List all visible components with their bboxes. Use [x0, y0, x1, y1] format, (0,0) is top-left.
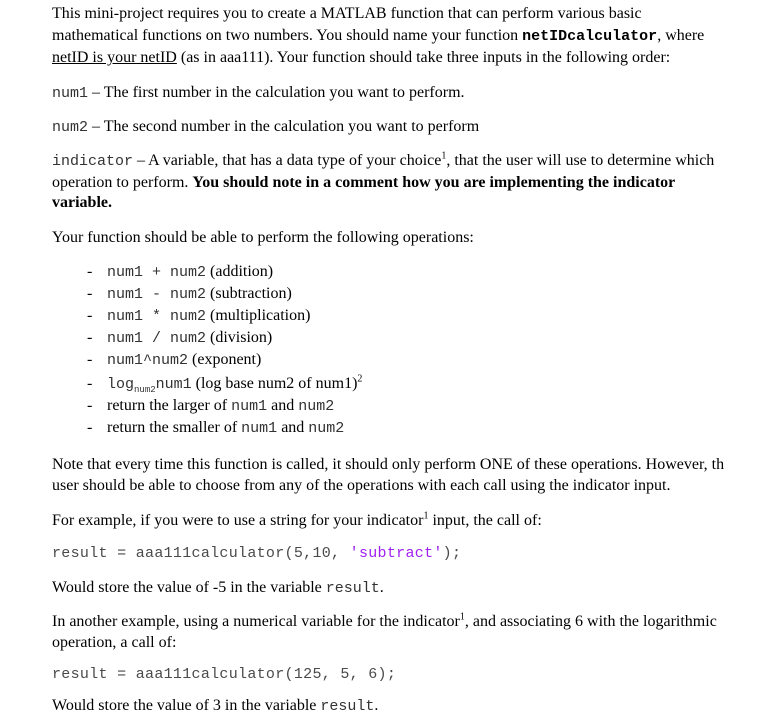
indicator-name: indicator: [52, 153, 134, 170]
example1-code: [52, 544, 461, 564]
function-name: netIDcalculator: [522, 28, 658, 45]
op-text: (subtraction): [206, 285, 292, 302]
intro-text-2b: , where: [657, 27, 705, 44]
example1-result: [52, 578, 384, 599]
op-text: return the smaller of: [107, 419, 242, 436]
intro-text-3b: (as in aaa111). Your function should take three inputs in the following order:: [176, 49, 671, 66]
ops-intro-text: Your function should be able to perform the following operations:: [52, 229, 474, 246]
note-line-2: [52, 476, 671, 496]
result-variable: result: [325, 580, 380, 597]
list-dash: -: [87, 351, 93, 368]
example2-intro-line2: operation, a call of:: [52, 634, 177, 651]
code-text: );: [442, 545, 462, 562]
intro-text-2a: mathematical functions on two numbers. You should name your function: [52, 27, 523, 44]
input-num2: [52, 117, 479, 138]
indicator-text-2a: operation to perform.: [52, 174, 193, 191]
indicator-line-3: [52, 193, 112, 213]
result-text: Would store the value of -5 in the variable: [52, 579, 326, 596]
example2-result: [52, 696, 378, 717]
example1-intro-b: input, the call of:: [428, 512, 542, 529]
footnote-marker: 2: [357, 373, 363, 385]
log-base-subscript: num2: [134, 385, 156, 396]
indicator-text-1b: , that the user will use to determine which: [446, 152, 715, 169]
indicator-text-1a: – A variable, that has a data type of your choice: [133, 152, 442, 169]
op-code-arg: num1: [155, 376, 192, 393]
list-dash: -: [87, 329, 93, 346]
footnote-marker: 1: [459, 611, 465, 623]
example2-intro-1: [52, 612, 717, 632]
example2-intro-b: , and associating 6 with the logarithmic: [464, 613, 717, 630]
op-code: log: [107, 376, 135, 393]
result-variable: result: [320, 698, 375, 715]
note-text-1: Note that every time this function is called, it should only perform ONE of these operations. However, th: [52, 456, 725, 473]
op-code: num1 + num2: [107, 264, 207, 281]
op-code: num2: [308, 420, 345, 437]
op-code: num1 * num2: [107, 308, 207, 325]
input-desc: – The second number in the calculation you want to perform: [88, 118, 480, 135]
list-dash: -: [87, 375, 93, 392]
list-dash: -: [87, 307, 93, 324]
example1-intro: [52, 511, 542, 531]
op-text: (multiplication): [206, 307, 311, 324]
intro-line-2: [52, 26, 704, 47]
op-code: num1 - num2: [107, 286, 207, 303]
op-code: num1: [241, 420, 278, 437]
input-desc: – The first number in the calculation you want to perform.: [88, 84, 465, 101]
input-name: num1: [52, 85, 89, 102]
footnote-marker: 1: [441, 150, 447, 162]
example2-intro-a: In another example, using a numerical variable for the indicator: [52, 613, 460, 630]
intro-line-1: [52, 4, 642, 24]
op-code: num1: [231, 398, 268, 415]
netid-underlined: netID is your netID: [52, 49, 177, 66]
indicator-bold-note-end: variable.: [52, 194, 112, 211]
op-text: return the larger of: [107, 397, 232, 414]
op-text: and: [277, 419, 309, 436]
result-text: .: [379, 579, 384, 596]
op-text: (division): [206, 329, 273, 346]
op-text: and: [267, 397, 299, 414]
intro-line-3: [52, 48, 670, 68]
input-name: num2: [52, 119, 89, 136]
result-text: .: [374, 697, 379, 714]
indicator-bold-note: You should note in a comment how you are implementing the indicator: [192, 174, 676, 191]
input-num1: [52, 83, 465, 104]
example1-intro-a: For example, if you were to use a string for your indicator: [52, 512, 424, 529]
op-code: num1^num2: [107, 352, 189, 369]
code-text: result = aaa111calculator(125, 5, 6);: [52, 666, 397, 683]
code-text: result = aaa111calculator(5,10,: [52, 545, 350, 562]
intro-text-1: This mini-project requires you to create a MATLAB function that can perform various basic: [52, 5, 642, 22]
list-dash: -: [87, 397, 93, 414]
list-dash: -: [87, 419, 93, 436]
example2-intro-2: [52, 633, 176, 653]
op-code: num1 / num2: [107, 330, 207, 347]
example2-code: [52, 665, 396, 685]
list-dash: -: [87, 285, 93, 302]
indicator-line-2: [52, 173, 675, 193]
code-string: 'subtract': [349, 545, 443, 562]
op-text: (log base num2 of num1): [191, 375, 358, 392]
op-code: num2: [298, 398, 335, 415]
result-text: Would store the value of 3 in the variable: [52, 697, 321, 714]
list-dash: -: [87, 263, 93, 280]
indicator-line-1: [52, 151, 714, 172]
note-line-1: [52, 455, 724, 475]
ops-intro: [52, 228, 474, 248]
op-text: (exponent): [188, 351, 262, 368]
footnote-marker: 1: [423, 510, 429, 522]
note-text-2: user should be able to choose from any of the operations with each call using the indicator input.: [52, 477, 671, 494]
op-text: (addition): [206, 263, 274, 280]
